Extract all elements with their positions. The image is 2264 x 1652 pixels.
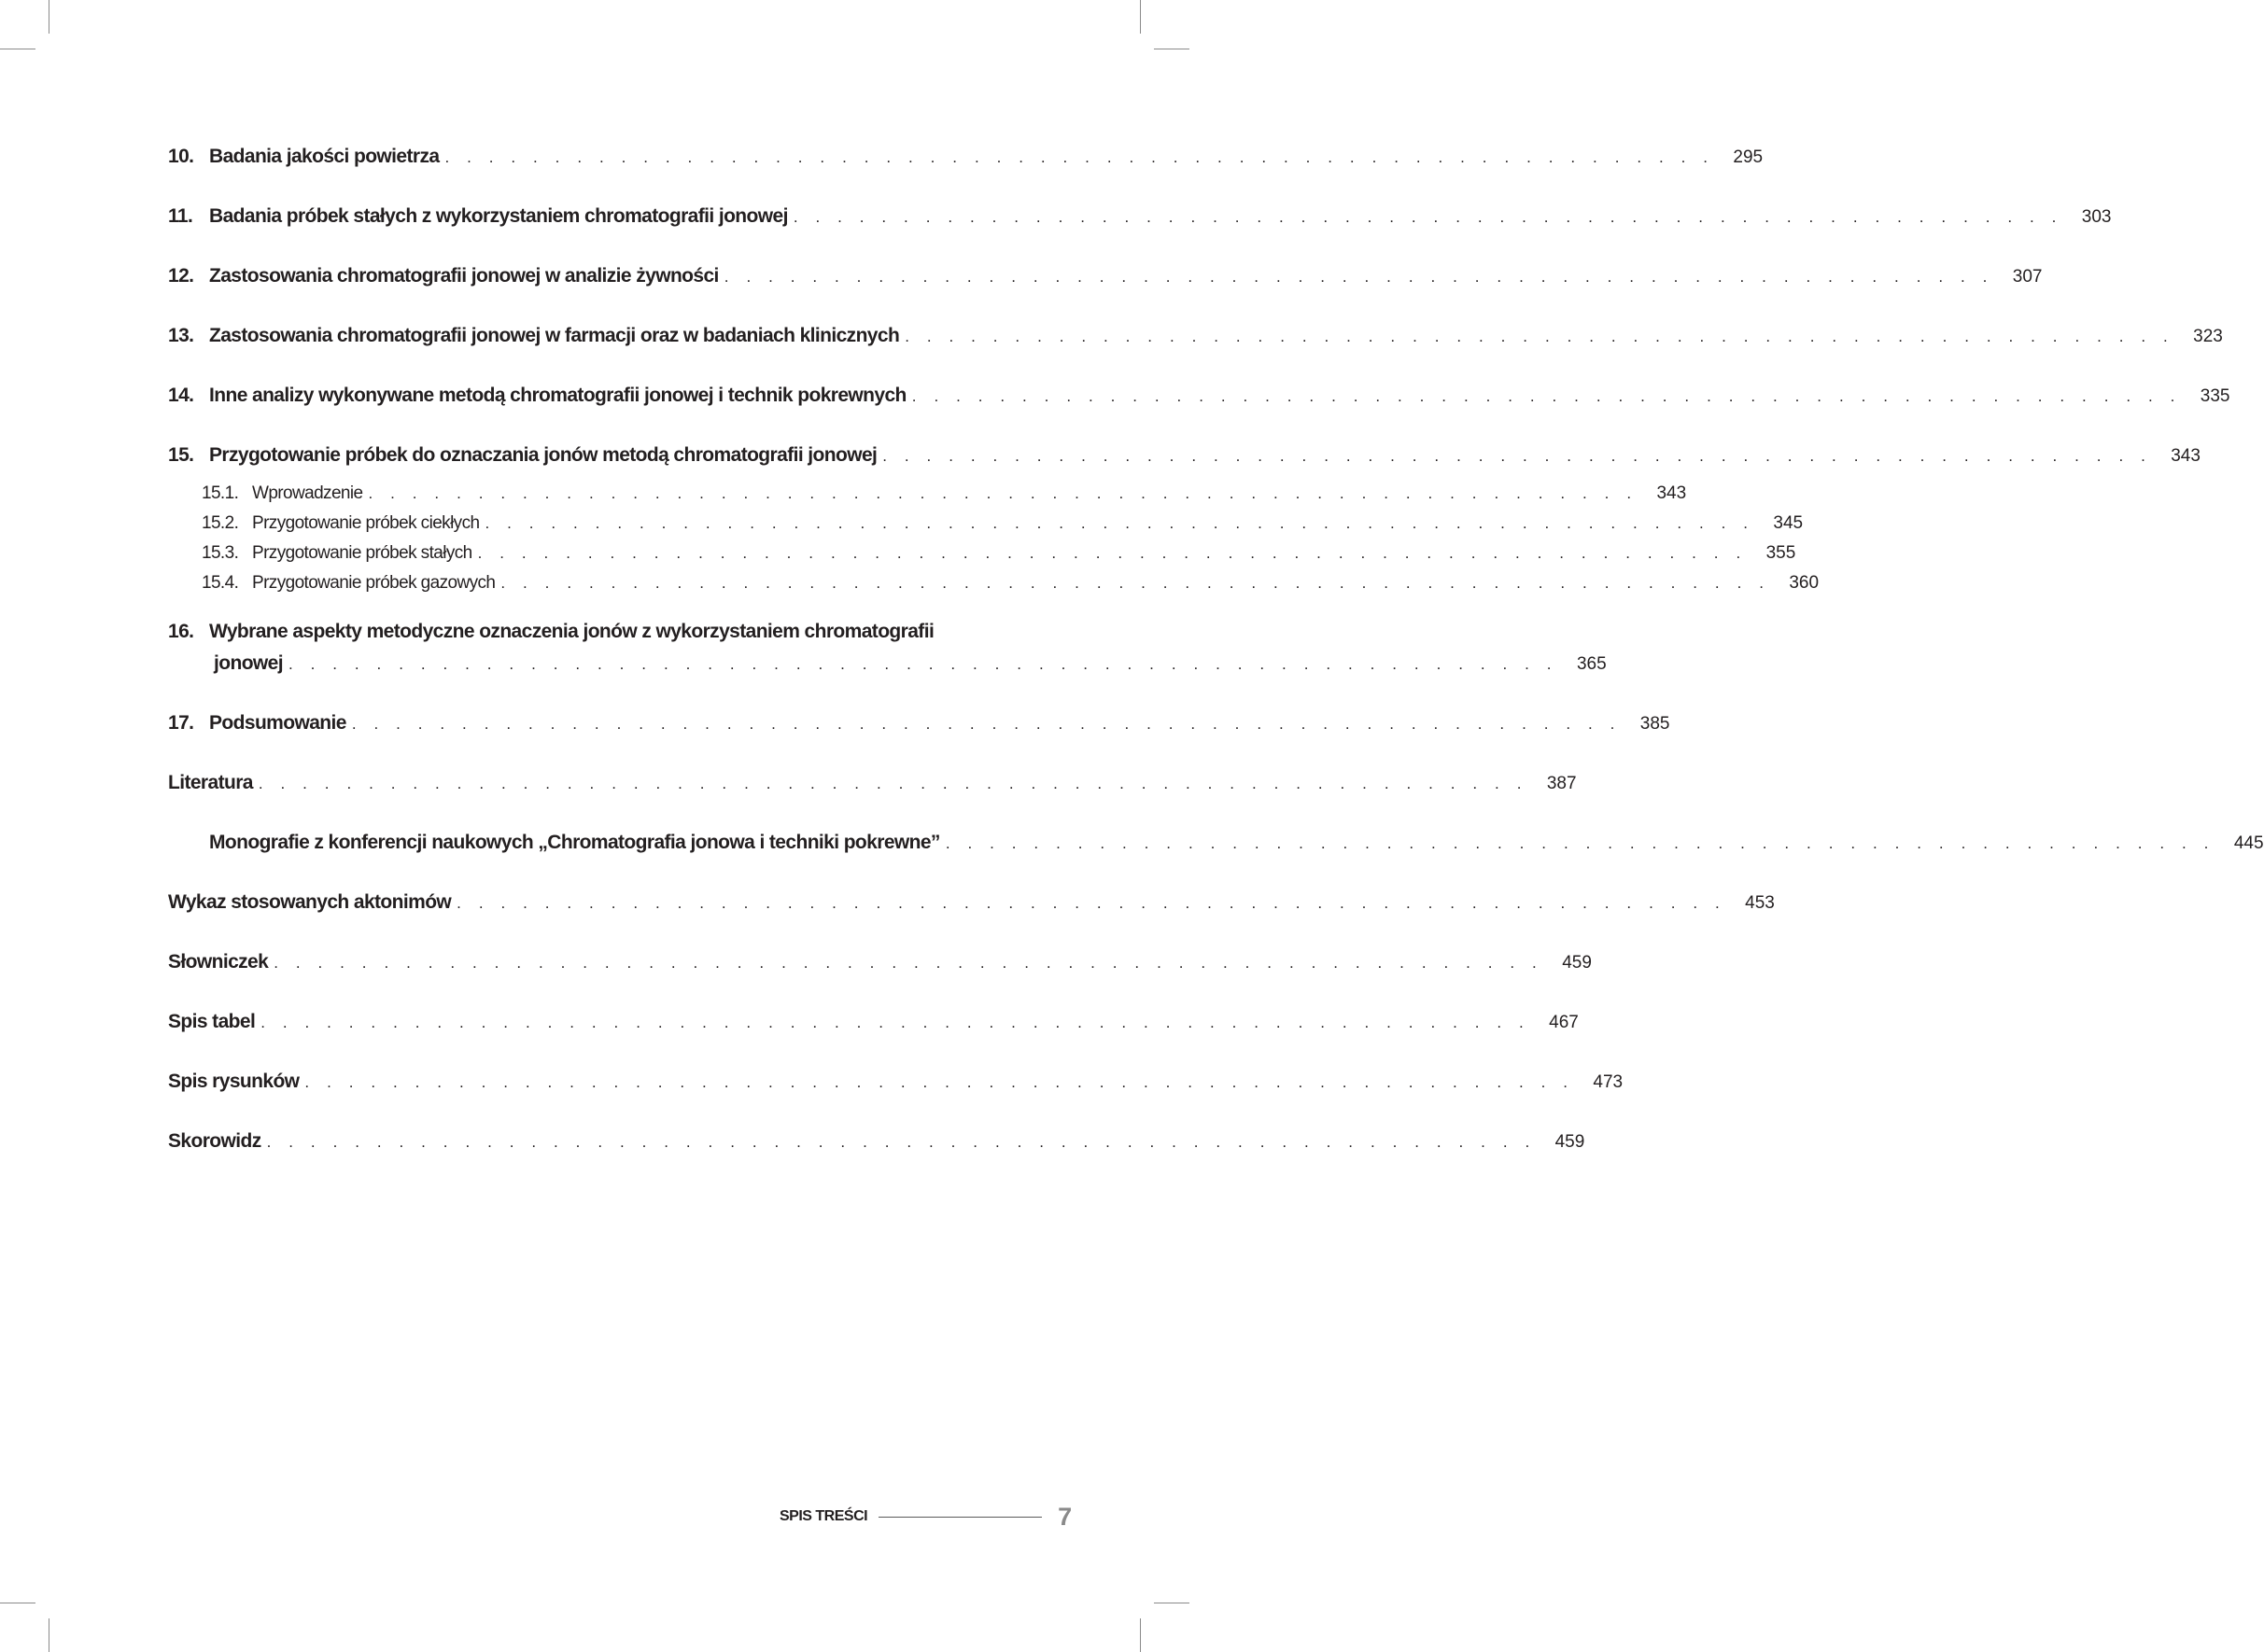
toc-subentry-number: 15.3.: [202, 543, 239, 563]
toc-entry-title: Zastosowania chromatografii jonowej w analizie żywności: [209, 265, 719, 287]
toc-entry-11[interactable]: [168, 205, 2112, 228]
toc-entry-number: 11.: [168, 205, 193, 227]
toc-entry-wykaz-aktonimow[interactable]: [168, 891, 1775, 914]
toc-entry-title: Monografie z konferencji naukowych „Chromatografia jonowa i techniki pokrewne”: [209, 832, 940, 853]
dot-leader: . . . . . . . . . . . . . . . . . . . . . . . . . . . . . . . . . . . . . . . . . . . . . . . . . . . . . . . . . .: [260, 1014, 1530, 1031]
toc-entry-monografie[interactable]: [168, 832, 2264, 854]
toc-entry-title: Skorowidz: [168, 1130, 261, 1152]
toc-entry-title: Przygotowanie próbek do oznaczania jonów metodą chromatografii jonowej: [209, 444, 878, 466]
toc-entry-12[interactable]: [168, 265, 2043, 287]
toc-entry-page: 459: [1554, 1132, 1585, 1152]
toc-subentry-page: 355: [1765, 543, 1796, 563]
toc-entry-number: 12.: [168, 265, 194, 287]
dot-leader: . . . . . . . . . . . . . . . . . . . . . . . . . . . . . . . . . . . . . . . . . . . . . . . . . . . . . . . . . .: [793, 208, 2063, 226]
toc-subentry-page: 343: [1656, 483, 1687, 503]
toc-entry-number: 17.: [168, 712, 194, 734]
toc-entry-page: 335: [2200, 386, 2230, 406]
toc-entry-page: 343: [2171, 446, 2201, 466]
toc-entry-literatura[interactable]: [168, 772, 1577, 794]
toc-entry-15[interactable]: [168, 444, 2201, 467]
toc-entry-page: 295: [1733, 147, 1764, 167]
toc-entry-title: Podsumowanie: [209, 712, 346, 734]
dot-leader: . . . . . . . . . . . . . . . . . . . . . . . . . . . . . . . . . . . . . . . . . . . . . . . . . . . . . . . . . .: [304, 1073, 1575, 1091]
toc-entry-page: 365: [1576, 654, 1607, 674]
toc-entry-title: Zastosowania chromatografii jonowej w farmacji oraz w badaniach klinicznych: [209, 325, 900, 346]
toc-entry-page: 307: [2012, 267, 2043, 287]
dot-leader: . . . . . . . . . . . . . . . . . . . . . . . . . . . . . . . . . . . . . . . . . . . . . . . . . . . . . . . . . .: [351, 715, 1622, 733]
toc-entry-title-line2: jonowej: [214, 652, 283, 674]
table-of-contents: [168, 146, 2264, 1153]
toc-entry-page: 385: [1639, 714, 1670, 734]
toc-entry-page: 473: [1593, 1072, 1624, 1092]
toc-subentry-number: 15.1.: [202, 483, 239, 503]
toc-entry-page: 445: [2233, 833, 2264, 853]
toc-subentry-number: 15.2.: [202, 513, 239, 533]
toc-subentry-15-1[interactable]: [168, 479, 1687, 509]
toc-subentry-title: Przygotowanie próbek stałych: [252, 543, 472, 563]
toc-entry-title: Wykaz stosowanych aktonimów: [168, 891, 452, 913]
toc-entry-title: Inne analizy wykonywane metodą chromatografii jonowej i technik pokrewnych: [209, 385, 907, 406]
toc-entry-spis-tabel[interactable]: [168, 1011, 1579, 1033]
toc-entry-page: 323: [2193, 327, 2223, 346]
running-footer-section-label: SPIS TREŚCI: [780, 1508, 868, 1524]
toc-entry-16-continued[interactable]: [168, 652, 1607, 675]
toc-subentry-15-3[interactable]: [168, 539, 1796, 568]
dot-leader: . . . . . . . . . . . . . . . . . . . . . . . . . . . . . . . . . . . . . . . . . . . . . . . . . . . . . . . . . .: [274, 954, 1543, 972]
dot-leader: . . . . . . . . . . . . . . . . . . . . . . . . . . . . . . . . . . . . . . . . . . . . . . . . . . . . . . . . . .: [258, 775, 1528, 792]
toc-entry-title: Spis tabel: [168, 1011, 256, 1032]
dot-leader: . . . . . . . . . . . . . . . . . . . . . . . . . . . . . . . . . . . . . . . . . . . . . . . . . . . . . . . . . .: [500, 574, 1771, 592]
toc-subentry-15-4[interactable]: [168, 568, 1820, 598]
toc-subentry-title: Przygotowanie próbek ciekłych: [252, 513, 480, 533]
dot-leader: . . . . . . . . . . . . . . . . . . . . . . . . . . . . . . . . . . . . . . . . . . . . . . . . . . . . . . . . . .: [288, 655, 1558, 673]
toc-entry-skorowidz[interactable]: [168, 1130, 1585, 1153]
page-footer: [747, 1503, 1083, 1531]
toc-entry-page: 387: [1546, 774, 1577, 793]
toc-entry-slowniczek[interactable]: [168, 951, 1592, 973]
dot-leader: . . . . . . . . . . . . . . . . . . . . . . . . . . . . . . . . . . . . . . . . . . . . . . . . . . . . . . . . . .: [724, 268, 1994, 286]
toc-entry-title-line1: Wybrane aspekty metodyczne oznaczenia jonów z wykorzystaniem chromatografii: [209, 621, 935, 642]
toc-subentry-number: 15.4.: [202, 573, 239, 593]
dot-leader: . . . . . . . . . . . . . . . . . . . . . . . . . . . . . . . . . . . . . . . . . . . . . . . . . . . . . . . . . .: [945, 834, 2215, 852]
toc-entry-title: Literatura: [168, 772, 253, 793]
crop-mark-top-right: [1140, 0, 1141, 34]
dot-leader: . . . . . . . . . . . . . . . . . . . . . . . . . . . . . . . . . . . . . . . . . . . . . . . . . . . . . . . . . .: [368, 484, 1638, 502]
toc-subentry-page: 360: [1789, 573, 1820, 593]
dot-leader: . . . . . . . . . . . . . . . . . . . . . . . . . . . . . . . . . . . . . . . . . . . . . . . . . . . . . . . . . .: [905, 328, 2174, 345]
toc-entry-page: 303: [2081, 207, 2112, 227]
dot-leader: . . . . . . . . . . . . . . . . . . . . . . . . . . . . . . . . . . . . . . . . . . . . . . . . . . . . . . . . . .: [457, 894, 1726, 912]
toc-entry-page: 459: [1562, 953, 1592, 973]
toc-entry-number: 15.: [168, 444, 194, 466]
toc-entry-title: Spis rysunków: [168, 1071, 300, 1092]
toc-subentry-title: Wprowadzenie: [252, 483, 363, 503]
footer-rule: [879, 1517, 1042, 1518]
toc-subentry-page: 345: [1773, 513, 1804, 533]
toc-entry-spis-rysunkow[interactable]: [168, 1071, 1624, 1093]
toc-entry-10[interactable]: [168, 146, 1764, 168]
toc-subentry-15-2[interactable]: [168, 509, 1804, 539]
toc-subentry-title: Przygotowanie próbek gazowych: [252, 573, 496, 593]
toc-entry-14[interactable]: [168, 385, 2230, 407]
dot-leader: . . . . . . . . . . . . . . . . . . . . . . . . . . . . . . . . . . . . . . . . . . . . . . . . . . . . . . . . . .: [444, 148, 1715, 166]
toc-entry-page: 453: [1745, 893, 1775, 913]
toc-entry-16[interactable]: [168, 621, 1014, 643]
toc-entry-title: Badania próbek stałych z wykorzystaniem chromatografii jonowej: [209, 205, 788, 227]
toc-entry-page: 467: [1549, 1013, 1579, 1032]
toc-entry-number: 13.: [168, 325, 194, 346]
toc-entry-number: 10.: [168, 146, 194, 167]
toc-entry-13[interactable]: [168, 325, 2223, 347]
crop-mark-bottom-right: [1140, 1618, 1141, 1652]
toc-entry-17[interactable]: [168, 712, 1670, 735]
dot-leader: . . . . . . . . . . . . . . . . . . . . . . . . . . . . . . . . . . . . . . . . . . . . . . . . . . . . . . . . . .: [266, 1133, 1537, 1151]
dot-leader: . . . . . . . . . . . . . . . . . . . . . . . . . . . . . . . . . . . . . . . . . . . . . . . . . . . . . . . . . .: [485, 514, 1755, 532]
toc-entry-title: Słowniczek: [168, 951, 269, 973]
dot-leader: . . . . . . . . . . . . . . . . . . . . . . . . . . . . . . . . . . . . . . . . . . . . . . . . . . . . . . . . . .: [911, 387, 2182, 405]
toc-entry-title: Badania jakości powietrza: [209, 146, 440, 167]
dot-leader: . . . . . . . . . . . . . . . . . . . . . . . . . . . . . . . . . . . . . . . . . . . . . . . . . . . . . . . . . .: [882, 447, 2152, 465]
dot-leader: . . . . . . . . . . . . . . . . . . . . . . . . . . . . . . . . . . . . . . . . . . . . . . . . . . . . . . . . . .: [477, 544, 1748, 562]
page-number: 7: [1058, 1502, 1073, 1531]
toc-entry-number: 16.: [168, 621, 194, 642]
toc-entry-number: 14.: [168, 385, 194, 406]
